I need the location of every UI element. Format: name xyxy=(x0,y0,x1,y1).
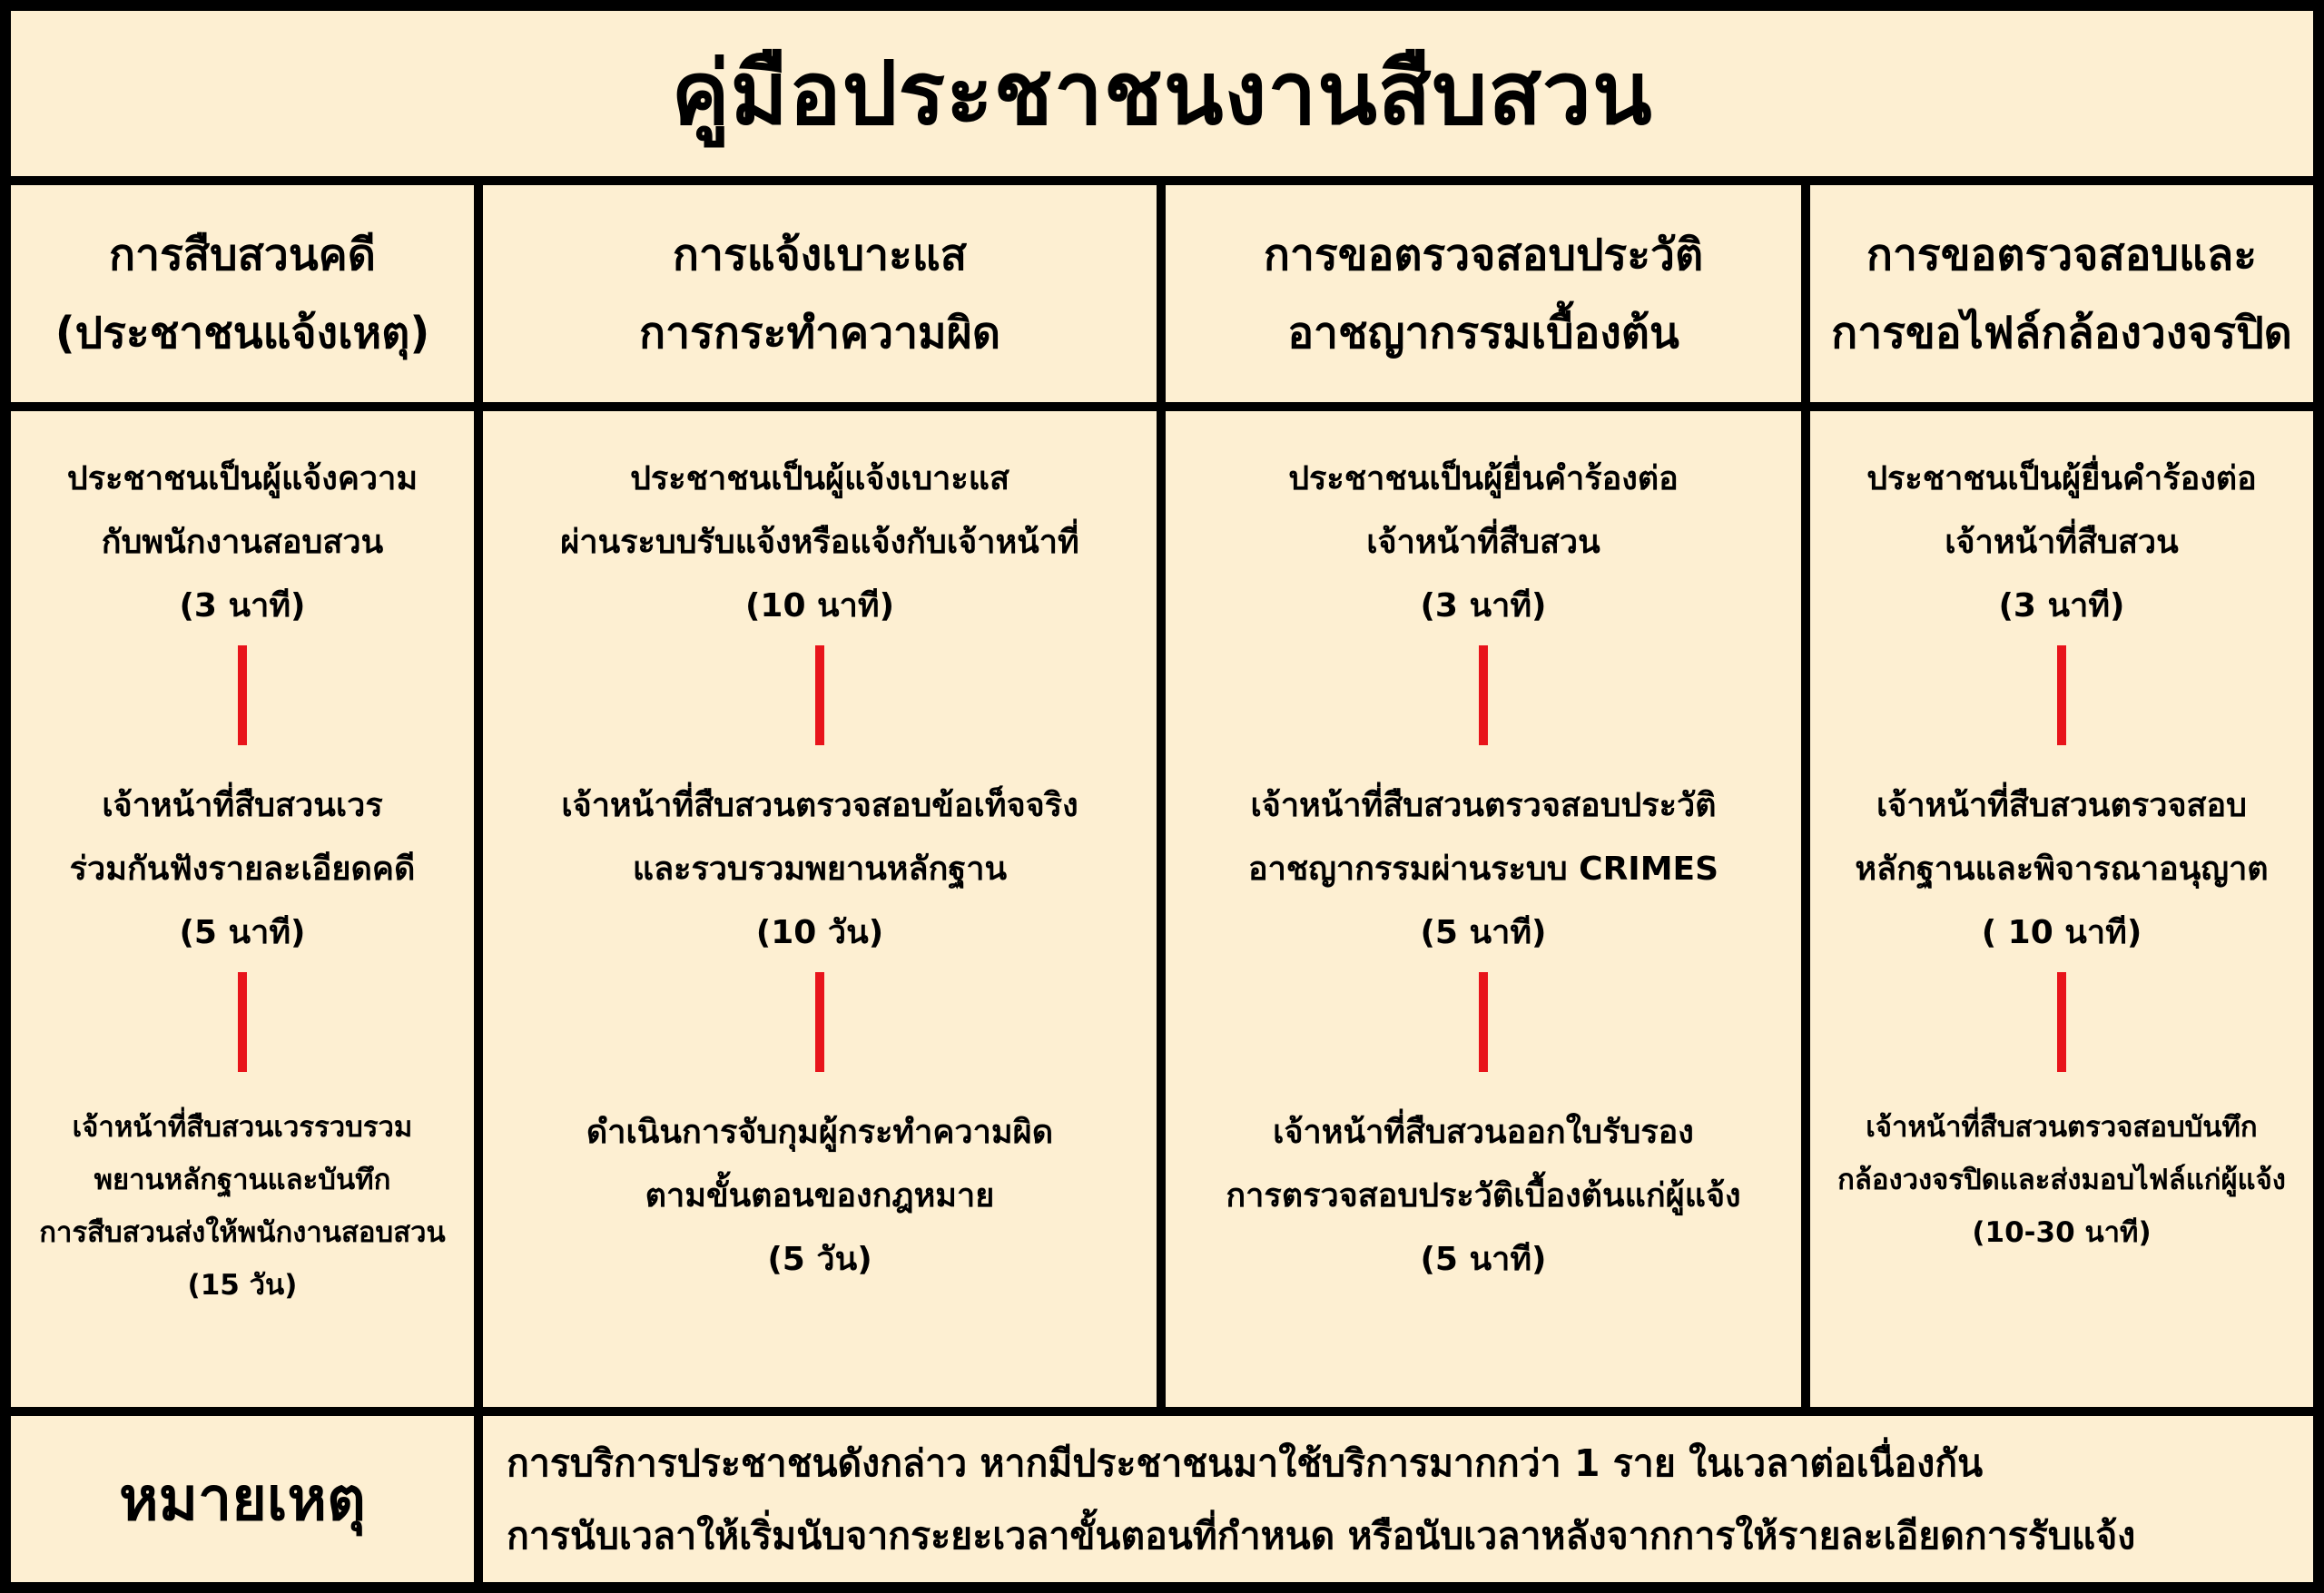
step-duration: (15 วัน) xyxy=(187,1269,298,1302)
step-block xyxy=(1855,774,2268,972)
note-label-cell xyxy=(11,1416,474,1582)
column-header-criminal-record xyxy=(1166,185,1801,402)
step-connector-line xyxy=(815,972,824,1072)
step-block xyxy=(39,1101,446,1302)
step-duration: (5 นาที) xyxy=(1420,1241,1547,1278)
column-header-cctv xyxy=(1810,185,2313,402)
step-text: เจ้าหน้าที่สืบสวนตรวจสอบบันทึก xyxy=(1866,1111,2258,1144)
step-duration: (5 นาที) xyxy=(179,914,306,951)
step-connector-line xyxy=(1479,645,1488,745)
step-block xyxy=(1837,1101,2286,1299)
note-label: หมายเหตุ xyxy=(119,1464,366,1534)
column-steps-cctv xyxy=(1810,411,2313,1407)
step-text: อาชญากรรมผ่านระบบ CRIMES xyxy=(1247,851,1719,888)
step-text: เจ้าหน้าที่สืบสวนออกใบรับรอง xyxy=(1273,1114,1694,1151)
note-text: การบริการประชาชนดังกล่าว หากมีประชาชนมาใช้บริการมากกว่า 1 ราย ในเวลาต่อเนื่องกัน xyxy=(507,1441,1984,1485)
step-block xyxy=(1288,447,1679,645)
step-text: เจ้าหน้าที่สืบสวนตรวจสอบประวัติ xyxy=(1250,787,1717,824)
step-connector-line xyxy=(2057,645,2066,745)
step-block xyxy=(586,1101,1053,1299)
note-text: การนับเวลาให้เริ่มนับจากระยะเวลาขั้นตอนที่กำหนด หรือนับเวลาหลังจากการให้รายละเอียดการรับแจ้ง xyxy=(507,1513,2136,1558)
step-text: เจ้าหน้าที่สืบสวน xyxy=(1366,524,1600,561)
step-connector-line xyxy=(2057,972,2066,1072)
step-text: เจ้าหน้าที่สืบสวนตรวจสอบ xyxy=(1876,787,2247,824)
step-text: ผ่านระบบรับแจ้งหรือแจ้งกับเจ้าหน้าที่ xyxy=(560,524,1079,561)
column-header-line: อาชญากรรมเบื้องต้น xyxy=(1287,307,1679,359)
column-header-line: การขอตรวจสอบและ xyxy=(1866,229,2258,280)
step-text: ร่วมกันฟังรายละเอียดคดี xyxy=(69,851,416,888)
step-connector-line xyxy=(238,972,247,1072)
step-text: เจ้าหน้าที่สืบสวนตรวจสอบข้อเท็จจริง xyxy=(561,787,1078,824)
step-connector-line xyxy=(815,645,824,745)
note-text-cell xyxy=(483,1416,2313,1582)
step-text: เจ้าหน้าที่สืบสวนเวรรวบรวม xyxy=(72,1111,413,1144)
step-text: หลักฐานและพิจารณาอนุญาต xyxy=(1855,851,2269,888)
column-header-line: การขอตรวจสอบประวัติ xyxy=(1263,229,1704,280)
step-block xyxy=(561,774,1078,972)
column-header-tipoff xyxy=(483,185,1157,402)
column-header-line: การสืบสวนคดี xyxy=(109,229,376,280)
step-duration: (3 นาที) xyxy=(179,587,306,624)
step-duration: (10 วัน) xyxy=(755,914,884,951)
column-header-line: (ประชาชนแจ้งเหตุ) xyxy=(54,307,430,359)
step-duration: (3 นาที) xyxy=(1420,587,1547,624)
column-steps-criminal-record xyxy=(1166,411,1801,1407)
step-text: ประชาชนเป็นผู้ยื่นคำร้องต่อ xyxy=(1866,460,2257,497)
step-connector-line xyxy=(1479,972,1488,1072)
page-title: คู่มือประชาชนงานสืบสวน xyxy=(671,43,1653,144)
step-text: ประชาชนเป็นผู้แจ้งเบาะแส xyxy=(630,460,1009,497)
step-connector-line xyxy=(238,645,247,745)
step-duration: (5 นาที) xyxy=(1420,914,1547,951)
step-block xyxy=(67,447,418,645)
step-text: การสืบสวนส่งให้พนักงานสอบสวน xyxy=(39,1216,446,1249)
column-steps-tipoff xyxy=(483,411,1157,1407)
step-text: ประชาชนเป็นผู้แจ้งความ xyxy=(66,460,419,497)
step-block xyxy=(70,774,416,972)
column-header-line: การกระทำความผิด xyxy=(639,307,1000,359)
step-block xyxy=(1248,774,1718,972)
step-duration: (3 นาที) xyxy=(1998,587,2125,624)
step-duration: (10 นาที) xyxy=(744,587,895,624)
step-block xyxy=(1866,447,2257,645)
column-header-line: การขอไฟล์กล้องวงจรปิด xyxy=(1831,307,2292,359)
step-block xyxy=(560,447,1078,645)
column-header-investigation xyxy=(11,185,474,402)
step-text: การตรวจสอบประวัติเบื้องต้นแก่ผู้แจ้ง xyxy=(1226,1177,1741,1214)
step-duration: (5 วัน) xyxy=(767,1241,872,1278)
step-duration: ( 10 นาที) xyxy=(1981,914,2142,951)
step-text: กล้องวงจรปิดและส่งมอบไฟล์แก่ผู้แจ้ง xyxy=(1837,1164,2286,1196)
step-text: พยานหลักฐานและบันทึก xyxy=(94,1164,391,1196)
step-text: กับพนักงานสอบสวน xyxy=(101,524,384,561)
step-text: เจ้าหน้าที่สืบสวนเวร xyxy=(102,787,383,824)
step-text: ประชาชนเป็นผู้ยื่นคำร้องต่อ xyxy=(1288,460,1679,497)
step-text: ตามขั้นตอนของกฎหมาย xyxy=(645,1177,995,1214)
step-text: และรวบรวมพยานหลักฐาน xyxy=(632,851,1008,888)
column-steps-investigation xyxy=(11,411,474,1407)
step-duration: (10-30 นาที) xyxy=(1972,1216,2152,1249)
column-header-line: การแจ้งเบาะแส xyxy=(672,229,968,280)
step-text: เจ้าหน้าที่สืบสวน xyxy=(1945,524,2179,561)
step-text: ดำเนินการจับกุมผู้กระทำความผิด xyxy=(586,1114,1054,1151)
title-cell xyxy=(11,11,2313,176)
step-block xyxy=(1226,1101,1740,1299)
